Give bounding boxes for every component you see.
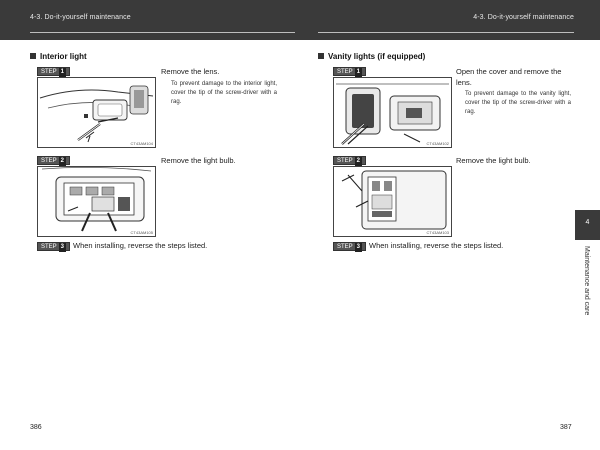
vanity-bulb-illustration — [334, 167, 451, 236]
section-bullet-icon — [318, 53, 324, 59]
right-step3-badge: STEP 3 — [333, 242, 366, 251]
vanity-lights-title: Vanity lights (if equipped) — [318, 52, 425, 61]
figure-code: CT43AM105 — [130, 230, 153, 235]
left-header-rule — [30, 32, 295, 33]
right-step2-badge: STEP 2 — [333, 156, 366, 165]
right-step3 — [333, 241, 573, 251]
chapter-number: 4 — [585, 219, 590, 226]
right-step1-badge: STEP 1 — [333, 67, 366, 76]
vanity-lens-figure — [333, 77, 452, 148]
right-page-number: 387 — [560, 424, 572, 431]
vanity-bulb-figure — [333, 166, 452, 237]
right-step1-text: Open the cover and remove the lens. — [456, 67, 562, 87]
figure-code: CT43AM103 — [426, 230, 449, 235]
left-page-number: 386 — [30, 424, 42, 431]
interior-light-lens-figure — [37, 77, 156, 148]
bulb-removal-illustration — [38, 167, 155, 236]
right-header-rule — [318, 32, 574, 33]
header-bar — [0, 0, 600, 40]
interior-light-title: Interior light — [30, 52, 87, 61]
right-step3-text: When installing, reverse the steps listed. — [369, 241, 504, 250]
figure-code: CT43AM104 — [130, 141, 153, 146]
chapter-title: Maintenance and care — [583, 246, 590, 316]
chapter-tab — [575, 210, 600, 240]
left-step1-note: To prevent damage to the interior light, cover the tip of the screw-driver with a rag. — [171, 81, 277, 105]
left-step3 — [37, 241, 287, 251]
right-header-title: 4-3. Do-it-yourself maintenance — [473, 14, 574, 21]
left-step2-text: Remove the light bulb. — [161, 156, 236, 165]
chapter-title-vertical — [570, 246, 600, 336]
interior-light-bulb-figure — [37, 166, 156, 237]
right-step1-note: To prevent damage to the vanity light, cover the tip of the screw-driver with a rag. — [465, 91, 571, 115]
vanity-lens-illustration — [334, 78, 451, 147]
figure-code: CT43AM102 — [426, 141, 449, 146]
right-step2-text: Remove the light bulb. — [456, 156, 531, 165]
section-bullet-icon — [30, 53, 36, 59]
left-step1-badge: STEP 1 — [37, 67, 70, 76]
left-step1-text: Remove the lens. — [161, 67, 220, 76]
left-header-title: 4-3. Do-it-yourself maintenance — [30, 14, 131, 21]
left-step3-badge: STEP 3 — [37, 242, 70, 251]
lens-removal-illustration — [38, 78, 155, 147]
left-step2-badge: STEP 2 — [37, 156, 70, 165]
left-step3-text: When installing, reverse the steps listed. — [73, 241, 208, 250]
